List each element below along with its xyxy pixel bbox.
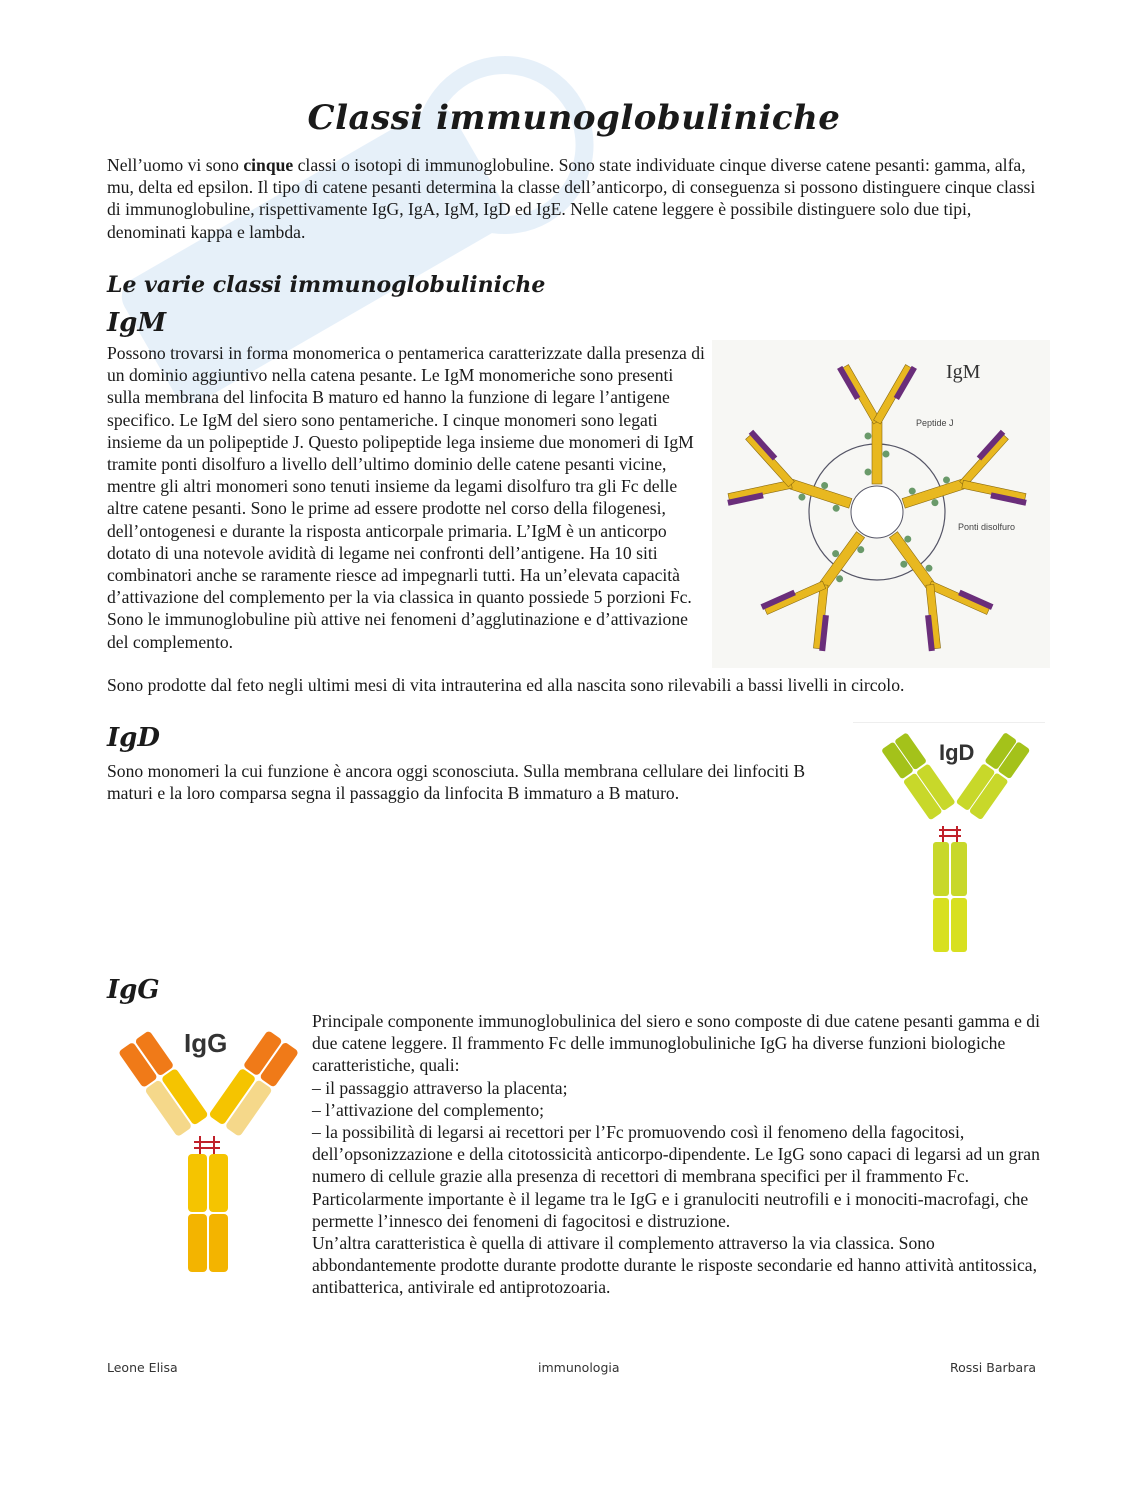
igg-disulfide xyxy=(194,1136,220,1154)
igg-text-block xyxy=(312,1010,1047,1299)
igm-paragraph: Possono trovarsi in forma monomerica o pentamerica caratterizzate dalla presenza di un dominio aggiuntivo nella catena pesante. Le IgM monomeriche sono presenti sulla membrana del linfocita B maturo ed hanno la funzione di legare l’antigene specifico. Le IgM del siero sono pentameriche. I cinque monomeri sono legati insieme da un polipeptide J. Questo polipeptide lega insieme due monomeri di IgM tramite ponti disolfuro a livello dell’ultimo dominio delle catene pesanti vicine, mentre gli altri monomeri sono tenuti insieme da legami disolfuro tra gli Fc delle altre catene pesanti. Sono le prime ad essere prodotte nel corso della filogenesi, dell’ontogenesi e durante la risposta anticorpale primaria. L’IgM è un anticorpo dotato di una notevole avidità di legame nei confronti dell’antigene. Ha 10 siti combinatori anche se raramente riesce ad impegnarli tutti. Ha un’elevata capacità d’attivazione del complemento per la via classica in quanto possiede 5 porzioni Fc. Sono le immunoglobuline più attive nei fenomeni d’agglutinazione e d’attivazione del complemento. xyxy=(107,343,705,652)
igd-heading: IgD xyxy=(107,723,160,753)
igm-peptide-label: Peptide J xyxy=(916,418,954,428)
igg-intro: Principale componente immunoglobulinica del siero e sono composte di due catene pesanti gamma e di due catene leggere. Il frammento Fc delle immunoglobuliniche IgG ha diverse funzioni biologiche caratteristiche, quali: xyxy=(312,1011,1040,1076)
footer-center: immunologia xyxy=(538,1360,620,1375)
intro-paragraph: Nell’uomo vi sono cinque classi o isotopi di immunoglobuline. Sono state individuate cinque diverse catene pesanti: gamma, alfa, mu, delta ed epsilon. Il tipo di catene pesanti determina la classe dell’anticorpo, di conseguenza si possono distinguere cinque classi di immunoglobuline, rispettivamente IgG, IgA, IgM, IgD ed IgE. Nelle catene leggere è possibile distinguere solo due tipi, denominati kappa e lambda. xyxy=(107,155,1036,242)
footer-left: Leone Elisa xyxy=(107,1360,178,1375)
igd-disulfide xyxy=(939,826,961,842)
page-title: Classi immunoglobuliniche xyxy=(307,98,841,138)
igg-figure-label: IgG xyxy=(184,1028,228,1058)
igg-fc-right-top xyxy=(209,1154,228,1212)
igm-figure xyxy=(712,340,1050,668)
igd-paragraph: Sono monomeri la cui funzione è ancora oggi sconosciuta. Sulla membrana cellulare dei linfociti B maturi e la loro comparsa segna il passaggio da linfocita B immaturo a B maturo. xyxy=(107,761,806,804)
igg-item-1: – il passaggio attraverso la placenta; xyxy=(312,1077,568,1098)
igd-fc-left-top xyxy=(933,842,949,896)
igg-fc-left-bottom xyxy=(188,1214,207,1272)
igd-fc-right-top xyxy=(951,842,967,896)
igg-fc-left-top xyxy=(188,1154,207,1212)
igd-fc-left-bottom xyxy=(933,898,949,952)
igg-item-2: – l’attivazione del complemento; xyxy=(312,1099,545,1120)
igg-figure xyxy=(110,1018,306,1288)
igg-fc-right-bottom xyxy=(209,1214,228,1272)
igd-fc-right-bottom xyxy=(951,898,967,952)
igd-figure-label: IgD xyxy=(939,740,975,765)
section-heading: Le varie classi immunoglobuliniche xyxy=(107,272,546,298)
igm-paragraph-full: Sono prodotte dal feto negli ultimi mesi di vita intrauterina ed alla nascita sono rilevabili a bassi livelli in circolo. xyxy=(107,675,905,695)
igg-heading: IgG xyxy=(107,975,160,1005)
igm-heading: IgM xyxy=(107,308,167,338)
igg-outro: Un’altra caratteristica è quella di attivare il complemento attraverso la via classica. Sono abbondantemente prodotte durante prodotte durante le risposte secondarie ed hanno attività antitossica, antibatterica, antivirale ed antiprotozoaria. xyxy=(312,1233,1038,1298)
igm-bridge-label: Ponti disolfuro xyxy=(958,522,1016,532)
igm-figure-label: IgM xyxy=(946,361,981,383)
footer-right: Rossi Barbara xyxy=(950,1360,1037,1375)
igg-item-3: – la possibilità di legarsi ai recettori per l’Fc promuovendo così il fenomeno della fagocitosi, dell’opsonizzazione e della citotossicità anticorpo-dipendente. Le IgG sono capaci di legarsi ad un gran numero di cellule grazie alla presenza di recettori di membrana specifici per il frammento Fc. Particolarmente importante è il legame tra le IgG e i granulociti neutrofili e i monociti-macrofagi, che permette l’innesco dei fenomeni di fagocitosi e distruzione. xyxy=(312,1122,1040,1231)
igd-figure xyxy=(853,722,1045,956)
intro-bold: cinque xyxy=(243,155,294,175)
